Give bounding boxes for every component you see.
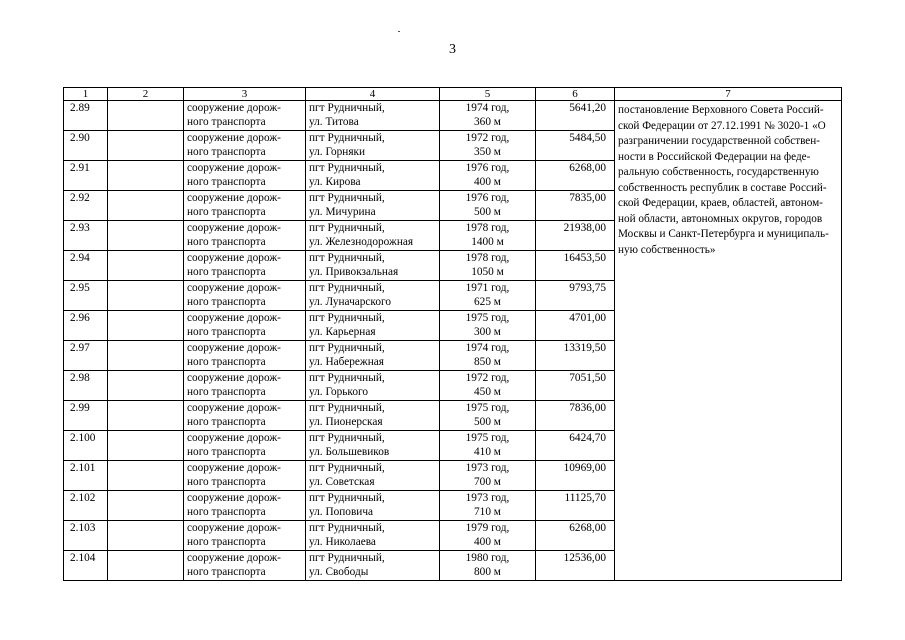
cell-number <box>64 311 108 341</box>
cell-address <box>306 431 440 461</box>
cell-empty <box>108 371 184 401</box>
cell-address <box>306 221 440 251</box>
page-number: 3 <box>449 42 456 57</box>
value: 10969,00 <box>563 462 606 474</box>
year: 1978 год, <box>465 252 510 264</box>
cell-object-type <box>184 221 306 251</box>
object-type-line: сооружение дорож- <box>187 312 281 324</box>
cell-empty <box>108 551 184 581</box>
cell-number <box>64 281 108 311</box>
address-line: ул. Горького <box>309 386 368 398</box>
length: 500 м <box>474 416 501 428</box>
length: 400 м <box>474 536 501 548</box>
address-line: пгт Рудничный, <box>309 222 385 234</box>
cell-object-type <box>184 431 306 461</box>
cell-value <box>536 131 615 161</box>
item-number: 2.92 <box>70 192 90 204</box>
cell-address <box>306 521 440 551</box>
address-line: ул. Привокзальная <box>309 266 399 278</box>
cell-object-type <box>184 521 306 551</box>
address-line: пгт Рудничный, <box>309 372 385 384</box>
cell-value <box>536 521 615 551</box>
basis-line: ности в Российской Федерации на феде- <box>618 150 811 163</box>
cell-object-type <box>184 251 306 281</box>
cell-year-length <box>440 191 536 221</box>
object-type-line: ного транспорта <box>187 236 266 248</box>
cell-empty <box>108 251 184 281</box>
cell-object-type <box>184 191 306 221</box>
year: 1979 год, <box>465 522 510 534</box>
basis-line: ную собственность» <box>618 243 716 256</box>
value: 12536,00 <box>563 552 606 564</box>
value: 16453,50 <box>563 252 606 264</box>
object-type-line: ного транспорта <box>187 386 266 398</box>
basis-line: ной области, автономных округов, городов <box>618 212 823 225</box>
value: 21938,00 <box>563 222 606 234</box>
value: 7835,00 <box>569 192 606 204</box>
address-line: ул. Набережная <box>309 356 384 368</box>
col-header-5: 5 <box>440 88 536 101</box>
cell-year-length <box>440 311 536 341</box>
address-line: пгт Рудничный, <box>309 132 385 144</box>
length: 700 м <box>474 476 501 488</box>
cell-number <box>64 221 108 251</box>
cell-number <box>64 401 108 431</box>
cell-number <box>64 521 108 551</box>
object-type-line: ного транспорта <box>187 206 266 218</box>
cell-empty <box>108 101 184 131</box>
object-type-line: ного транспорта <box>187 536 266 548</box>
address-line: пгт Рудничный, <box>309 432 385 444</box>
length: 625 м <box>474 296 501 308</box>
item-number: 2.103 <box>70 522 96 534</box>
cell-number <box>64 491 108 521</box>
address-line: пгт Рудничный, <box>309 492 385 504</box>
cell-value <box>536 431 615 461</box>
cell-object-type <box>184 491 306 521</box>
address-line: пгт Рудничный, <box>309 552 385 564</box>
address-line: ул. Поповича <box>309 506 374 518</box>
address-line: пгт Рудничный, <box>309 462 385 474</box>
length: 850 м <box>474 356 501 368</box>
cell-value <box>536 221 615 251</box>
cell-number <box>64 161 108 191</box>
item-number: 2.89 <box>70 102 90 114</box>
cell-empty <box>108 161 184 191</box>
year: 1975 год, <box>465 402 510 414</box>
registry-table <box>63 87 842 581</box>
cell-year-length <box>440 221 536 251</box>
object-type-line: сооружение дорож- <box>187 282 281 294</box>
object-type-line: сооружение дорож- <box>187 132 281 144</box>
cell-value <box>536 281 615 311</box>
basis-line: ской Федерации, краев, областей, автоном- <box>618 197 823 209</box>
object-type-line: ного транспорта <box>187 356 266 368</box>
cell-empty <box>108 131 184 161</box>
cell-object-type <box>184 461 306 491</box>
cell-year-length <box>440 551 536 581</box>
cell-year-length <box>440 491 536 521</box>
object-type-line: ного транспорта <box>187 416 266 428</box>
cell-year-length <box>440 251 536 281</box>
cell-object-type <box>184 401 306 431</box>
year: 1974 год, <box>465 342 510 354</box>
cell-number <box>64 191 108 221</box>
address-line: пгт Рудничный, <box>309 252 385 264</box>
object-type-line: сооружение дорож- <box>187 192 281 204</box>
cell-number <box>64 251 108 281</box>
address-line: ул. Николаева <box>309 536 376 548</box>
cell-year-length <box>440 161 536 191</box>
scan-speck <box>398 31 400 32</box>
object-type-line: ного транспорта <box>187 176 266 188</box>
year: 1980 год, <box>465 552 510 564</box>
cell-value <box>536 101 615 131</box>
cell-address <box>306 551 440 581</box>
cell-year-length <box>440 101 536 131</box>
cell-value <box>536 161 615 191</box>
cell-address <box>306 341 440 371</box>
cell-address <box>306 461 440 491</box>
cell-empty <box>108 491 184 521</box>
year: 1973 год, <box>465 492 510 504</box>
object-type-line: ного транспорта <box>187 116 266 128</box>
cell-address <box>306 311 440 341</box>
col-header-6: 6 <box>536 88 615 101</box>
cell-empty <box>108 311 184 341</box>
col-header-4: 4 <box>306 88 440 101</box>
year: 1976 год, <box>465 162 510 174</box>
cell-address <box>306 191 440 221</box>
cell-object-type <box>184 311 306 341</box>
item-number: 2.94 <box>70 252 90 264</box>
value: 9793,75 <box>569 282 606 294</box>
address-line: пгт Рудничный, <box>309 312 385 324</box>
basis-line: ральную собственность, государственную <box>618 166 819 178</box>
length: 300 м <box>474 326 501 338</box>
cell-number <box>64 431 108 461</box>
item-number: 2.100 <box>70 432 96 444</box>
item-number: 2.101 <box>70 462 96 474</box>
length: 710 м <box>474 506 501 518</box>
item-number: 2.95 <box>70 282 90 294</box>
object-type-line: ного транспорта <box>187 476 266 488</box>
cell-year-length <box>440 461 536 491</box>
object-type-line: сооружение дорож- <box>187 522 281 534</box>
address-line: ул. Свободы <box>309 566 369 578</box>
item-number: 2.97 <box>70 342 90 354</box>
basis-line: собственность республик в составе Россий- <box>618 181 827 194</box>
object-type-line: ного транспорта <box>187 296 266 308</box>
cell-number <box>64 341 108 371</box>
address-line: пгт Рудничный, <box>309 342 385 354</box>
cell-value <box>536 311 615 341</box>
object-type-line: сооружение дорож- <box>187 552 281 564</box>
cell-number <box>64 371 108 401</box>
address-line: ул. Кирова <box>309 176 361 188</box>
object-type-line: сооружение дорож- <box>187 372 281 384</box>
address-line: ул. Советская <box>309 476 375 488</box>
cell-object-type <box>184 551 306 581</box>
length: 800 м <box>474 566 501 578</box>
length: 500 м <box>474 206 501 218</box>
value: 6268,00 <box>569 162 606 174</box>
cell-empty <box>108 281 184 311</box>
object-type-line: сооружение дорож- <box>187 342 281 354</box>
cell-year-length <box>440 401 536 431</box>
cell-number <box>64 101 108 131</box>
object-type-line: сооружение дорож- <box>187 102 281 114</box>
basis-line: постановление Верховного Совета Россий- <box>618 104 824 116</box>
length: 410 м <box>474 446 501 458</box>
cell-object-type <box>184 371 306 401</box>
object-type-line: ного транспорта <box>187 446 266 458</box>
cell-basis <box>615 101 842 581</box>
value: 7836,00 <box>569 402 606 414</box>
cell-value <box>536 251 615 281</box>
cell-empty <box>108 401 184 431</box>
cell-value <box>536 551 615 581</box>
cell-object-type <box>184 341 306 371</box>
cell-empty <box>108 431 184 461</box>
item-number: 2.98 <box>70 372 90 384</box>
year: 1974 год, <box>465 102 510 114</box>
cell-value <box>536 341 615 371</box>
object-type-line: ного транспорта <box>187 566 266 578</box>
cell-address <box>306 371 440 401</box>
item-number: 2.90 <box>70 132 90 144</box>
basis-line: разграничении государственной собствен- <box>618 135 820 147</box>
year: 1976 год, <box>465 192 510 204</box>
cell-year-length <box>440 521 536 551</box>
basis-line: Москвы и Санкт-Петербурга и муниципаль- <box>618 228 829 240</box>
value: 4701,00 <box>569 312 606 324</box>
object-type-line: сооружение дорож- <box>187 162 281 174</box>
cell-address <box>306 101 440 131</box>
year: 1975 год, <box>465 432 510 444</box>
address-line: ул. Пионерская <box>309 416 383 428</box>
cell-year-length <box>440 431 536 461</box>
cell-object-type <box>184 101 306 131</box>
cell-object-type <box>184 161 306 191</box>
length: 1400 м <box>471 236 504 248</box>
address-line: ул. Титова <box>309 116 359 128</box>
address-line: ул. Горняки <box>309 146 366 158</box>
item-number: 2.99 <box>70 402 90 414</box>
cell-object-type <box>184 281 306 311</box>
length: 360 м <box>474 116 501 128</box>
cell-address <box>306 491 440 521</box>
cell-year-length <box>440 371 536 401</box>
col-header-7: 7 <box>615 88 842 101</box>
year: 1978 год, <box>465 222 510 234</box>
item-number: 2.91 <box>70 162 90 174</box>
item-number: 2.102 <box>70 492 96 504</box>
cell-address <box>306 251 440 281</box>
address-line: ул. Большевиков <box>309 446 390 458</box>
object-type-line: сооружение дорож- <box>187 492 281 504</box>
cell-address <box>306 281 440 311</box>
cell-empty <box>108 521 184 551</box>
cell-year-length <box>440 131 536 161</box>
object-type-line: сооружение дорож- <box>187 222 281 234</box>
cell-number <box>64 131 108 161</box>
item-number: 2.104 <box>70 552 96 564</box>
col-header-2: 2 <box>108 88 184 101</box>
year: 1971 год, <box>465 282 510 294</box>
cell-address <box>306 131 440 161</box>
cell-value <box>536 491 615 521</box>
cell-number <box>64 551 108 581</box>
value: 13319,50 <box>563 342 606 354</box>
address-line: ул. Мичурина <box>309 206 376 218</box>
address-line: пгт Рудничный, <box>309 102 385 114</box>
cell-object-type <box>184 131 306 161</box>
col-header-1: 1 <box>64 88 108 101</box>
address-line: ул. Луначарского <box>309 296 391 308</box>
value: 11125,70 <box>564 492 606 504</box>
cell-empty <box>108 191 184 221</box>
cell-value <box>536 461 615 491</box>
cell-value <box>536 191 615 221</box>
address-line: пгт Рудничный, <box>309 522 385 534</box>
length: 450 м <box>474 386 501 398</box>
cell-number <box>64 461 108 491</box>
value: 6268,00 <box>569 522 606 534</box>
length: 350 м <box>474 146 501 158</box>
cell-year-length <box>440 341 536 371</box>
col-header-3: 3 <box>184 88 306 101</box>
length: 400 м <box>474 176 501 188</box>
cell-empty <box>108 341 184 371</box>
object-type-line: ного транспорта <box>187 506 266 518</box>
length: 1050 м <box>471 266 504 278</box>
cell-value <box>536 371 615 401</box>
cell-year-length <box>440 281 536 311</box>
cell-address <box>306 401 440 431</box>
header-row <box>64 88 842 101</box>
table-row <box>64 101 842 131</box>
cell-value <box>536 401 615 431</box>
object-type-line: сооружение дорож- <box>187 432 281 444</box>
address-line: пгт Рудничный, <box>309 402 385 414</box>
object-type-line: ного транспорта <box>187 266 266 278</box>
object-type-line: сооружение дорож- <box>187 252 281 264</box>
object-type-line: ного транспорта <box>187 146 266 158</box>
value: 6424,70 <box>569 432 606 444</box>
item-number: 2.93 <box>70 222 90 234</box>
basis-line: ской Федерации от 27.12.1991 № 3020-1 «О <box>618 119 826 132</box>
year: 1972 год, <box>465 132 510 144</box>
year: 1973 год, <box>465 462 510 474</box>
year: 1972 год, <box>465 372 510 384</box>
value: 7051,50 <box>569 372 606 384</box>
address-line: пгт Рудничный, <box>309 282 385 294</box>
cell-empty <box>108 221 184 251</box>
object-type-line: сооружение дорож- <box>187 402 281 414</box>
address-line: ул. Железнодорожная <box>309 236 414 248</box>
address-line: пгт Рудничный, <box>309 162 385 174</box>
address-line: ул. Карьерная <box>309 326 376 338</box>
address-line: пгт Рудничный, <box>309 192 385 204</box>
value: 5641,20 <box>569 102 606 114</box>
year: 1975 год, <box>465 312 510 324</box>
cell-empty <box>108 461 184 491</box>
object-type-line: сооружение дорож- <box>187 462 281 474</box>
item-number: 2.96 <box>70 312 90 324</box>
cell-address <box>306 161 440 191</box>
object-type-line: ного транспорта <box>187 326 266 338</box>
value: 5484,50 <box>569 132 606 144</box>
